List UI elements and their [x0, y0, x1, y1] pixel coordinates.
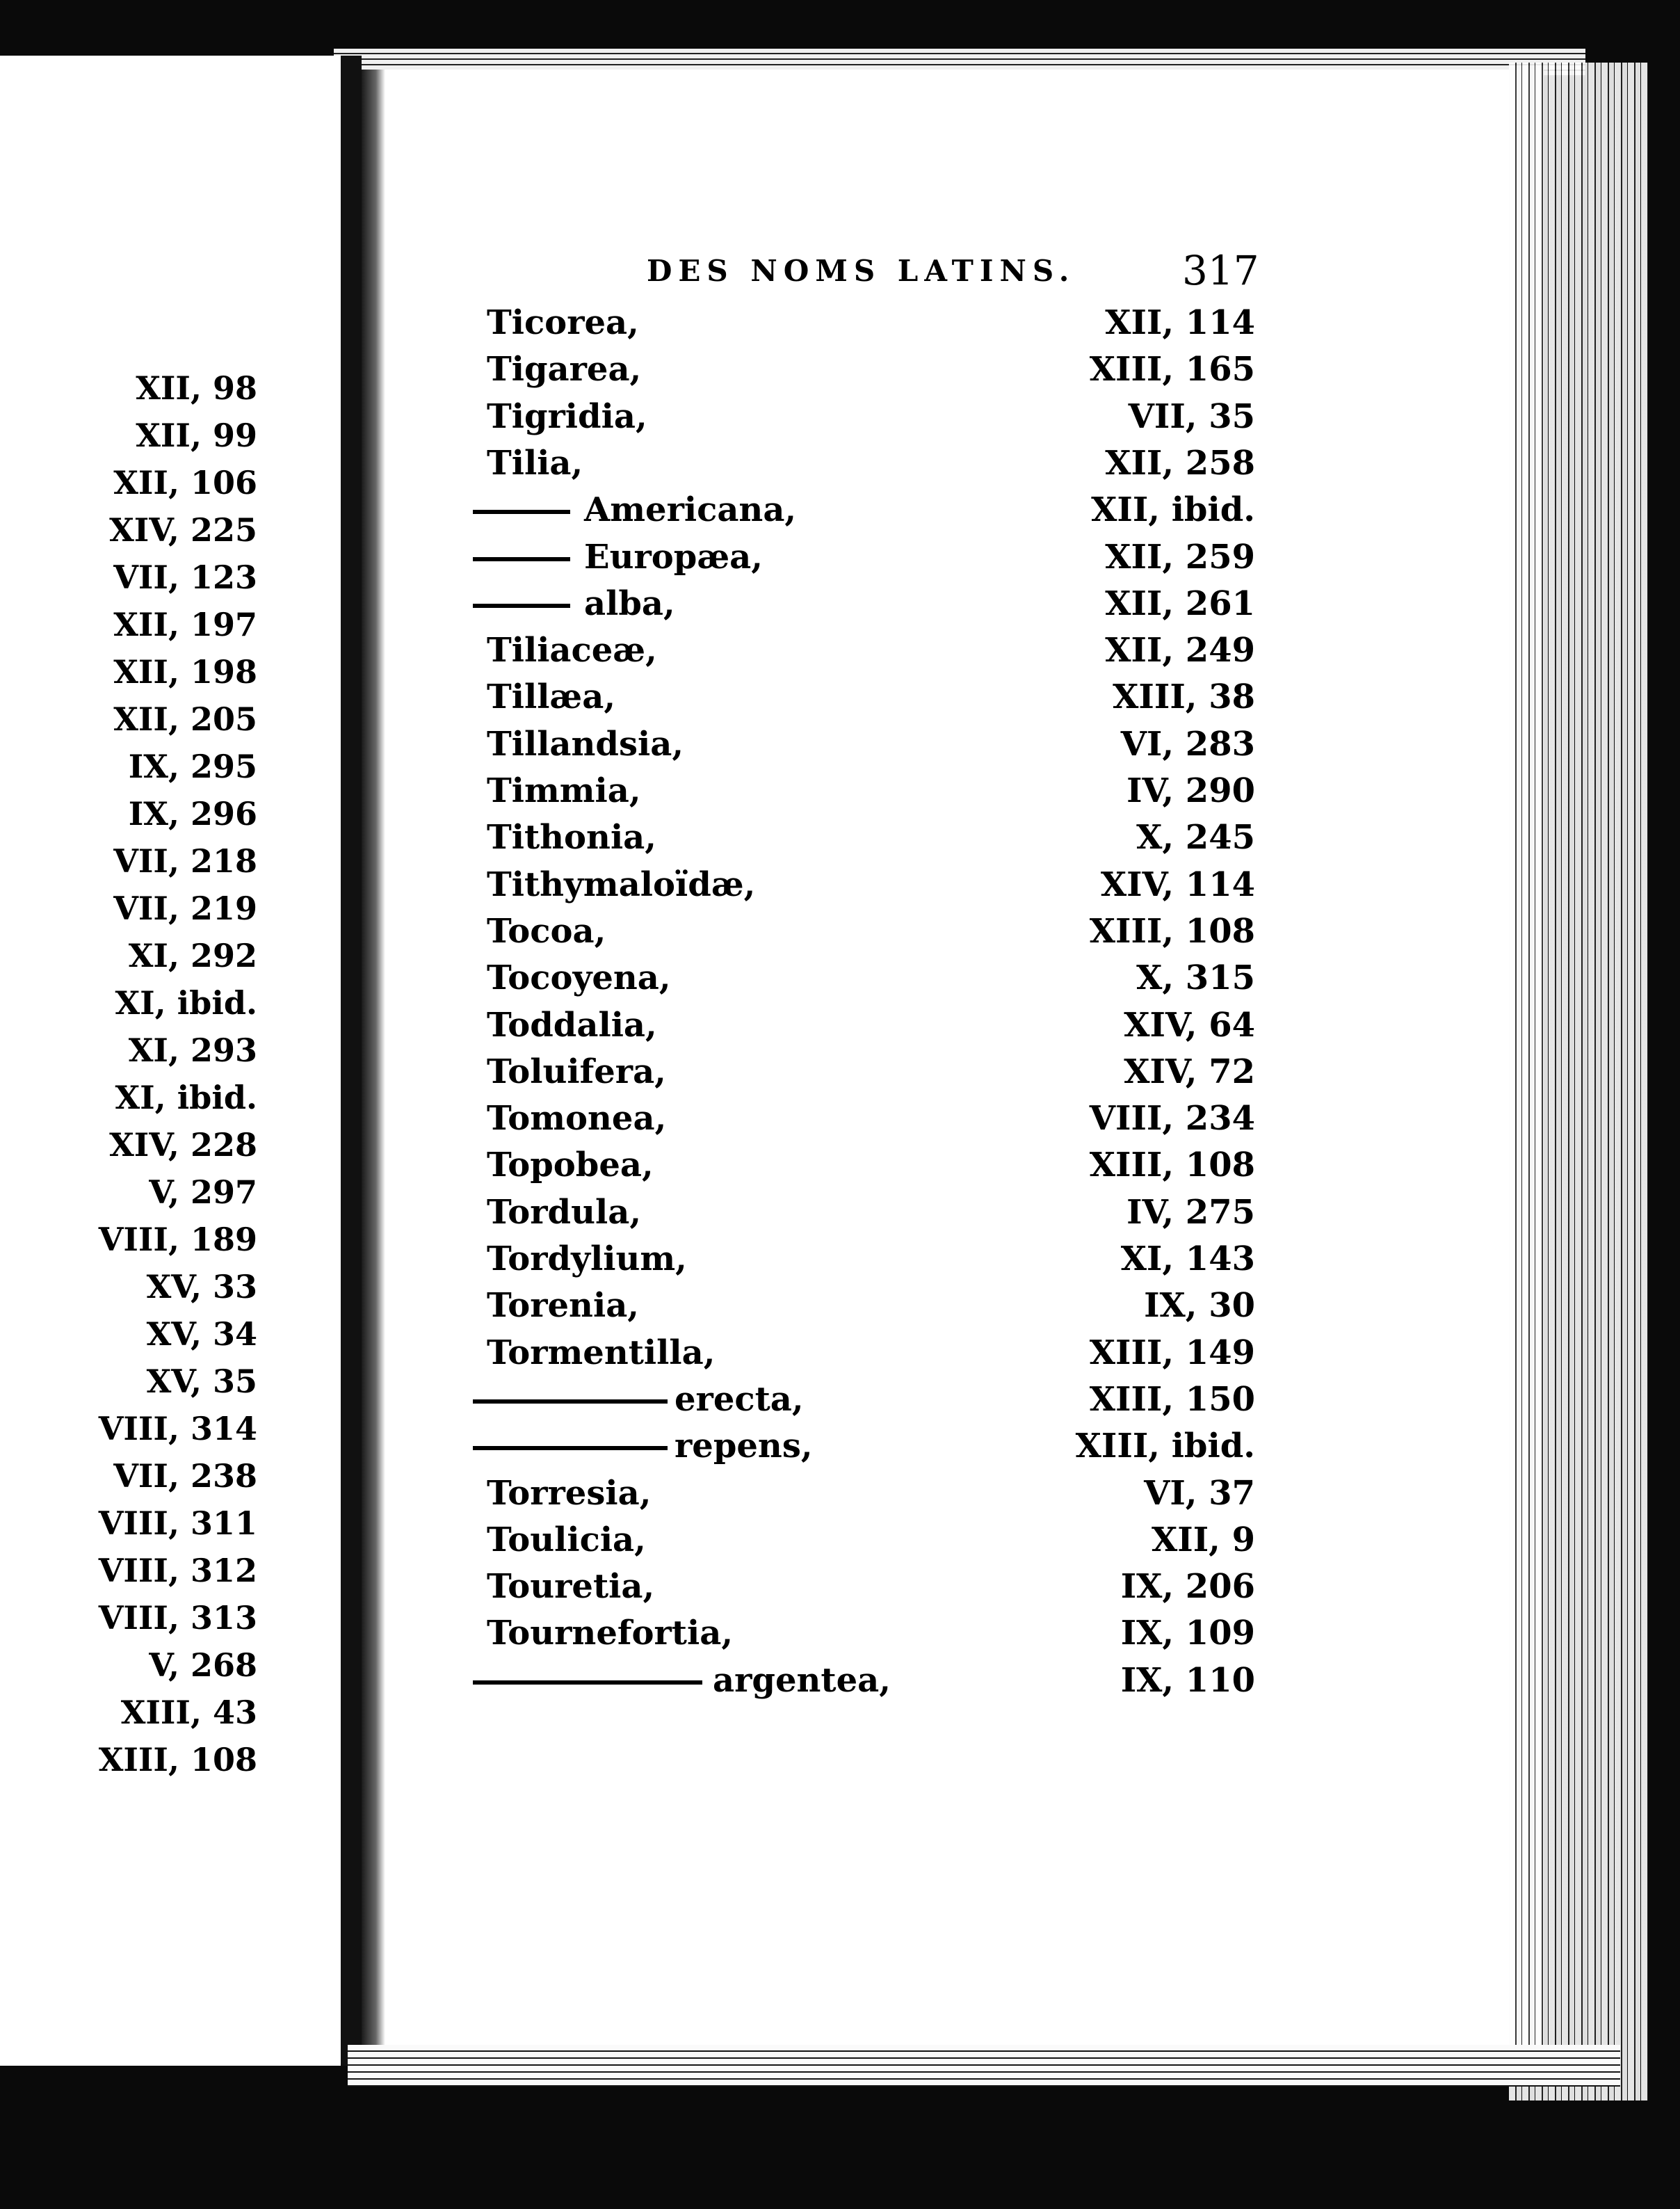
- index-entry-reference: XII, 114: [1105, 303, 1255, 342]
- left-page-reference: IX, 296: [128, 795, 257, 833]
- left-page-reference: XI, ibid.: [115, 984, 257, 1022]
- index-entry-name: Tordula,: [487, 1193, 642, 1232]
- index-entry-name: Topobea,: [487, 1146, 654, 1184]
- left-page-reference: VIII, 314: [98, 1410, 257, 1447]
- index-entry-reference: IX, 110: [1120, 1661, 1255, 1700]
- index-entry-reference: XIV, 64: [1124, 1006, 1255, 1045]
- repeat-dash: [473, 1680, 702, 1685]
- index-entry-reference: XIII, 149: [1089, 1333, 1255, 1372]
- index-entry-name: Americana,: [584, 490, 797, 529]
- left-page-reference: XIII, 43: [120, 1694, 257, 1731]
- index-entry-name: alba,: [584, 584, 675, 623]
- left-page-reference: XV, 33: [146, 1268, 257, 1306]
- bottom-page-edges: [348, 2045, 1620, 2087]
- index-entry-reference: XIII, 108: [1089, 1146, 1255, 1184]
- index-entry-name: Europæa,: [584, 538, 763, 577]
- left-page-reference: VIII, 313: [98, 1599, 257, 1637]
- repeat-dash: [473, 1446, 668, 1450]
- left-page-reference: VII, 219: [113, 890, 257, 927]
- index-entry-name: argentea,: [713, 1661, 891, 1700]
- repeat-dash: [473, 557, 570, 561]
- left-page-reference: VIII, 312: [98, 1552, 257, 1589]
- repeat-dash: [473, 604, 570, 608]
- index-entry-name: Tiliaceæ,: [487, 631, 657, 670]
- index-entry-name: Tournefortia,: [487, 1614, 734, 1653]
- index-entry-reference: XIII, 108: [1089, 912, 1255, 951]
- left-page-reference: XV, 34: [146, 1315, 257, 1353]
- left-page-reference: VII, 218: [113, 842, 257, 880]
- left-page-reference: IX, 295: [128, 748, 257, 785]
- index-entry-reference: X, 245: [1136, 818, 1255, 857]
- left-page-reference: VIII, 311: [98, 1504, 257, 1542]
- running-head: DES NOMS LATINS.: [647, 254, 1076, 288]
- index-entry-name: Tocoa,: [487, 912, 606, 951]
- left-page-reference: XII, 198: [113, 653, 257, 691]
- index-entry-reference: XII, 9: [1152, 1520, 1255, 1559]
- index-entry-reference: XII, 249: [1105, 631, 1255, 670]
- index-entry-reference: VI, 37: [1144, 1474, 1255, 1513]
- index-entry-name: Toulicia,: [487, 1520, 646, 1559]
- left-page-reference: XI, 293: [128, 1031, 257, 1069]
- index-entry-reference: XIII, 165: [1089, 350, 1255, 389]
- index-entry-reference: XIV, 114: [1100, 865, 1255, 904]
- index-entry-name: Timmia,: [487, 771, 641, 810]
- left-page-reference: V, 268: [149, 1646, 257, 1684]
- index-entry-name: Torenia,: [487, 1286, 639, 1325]
- left-page-reference: XI, 292: [128, 937, 257, 974]
- index-entry-name: Tordylium,: [487, 1239, 687, 1278]
- index-entry-reference: X, 315: [1136, 958, 1255, 997]
- index-entry-name: Touretia,: [487, 1567, 655, 1606]
- index-entry-reference: XIV, 72: [1124, 1052, 1255, 1091]
- index-entry-name: Torresia,: [487, 1474, 652, 1513]
- index-entry-reference: IV, 275: [1126, 1193, 1255, 1232]
- fore-edge-pages: [1509, 63, 1648, 2100]
- left-page-reference: XII, 205: [113, 700, 257, 738]
- index-entry-reference: IV, 290: [1126, 771, 1255, 810]
- left-page-reference: XII, 197: [113, 606, 257, 643]
- page-number: 317: [1182, 247, 1259, 294]
- index-entry-name: Tigarea,: [487, 350, 642, 389]
- left-page-reference: VII, 238: [113, 1457, 257, 1495]
- left-page-reference: VIII, 189: [98, 1221, 257, 1258]
- repeat-dash: [473, 1399, 668, 1404]
- index-entry-reference: XII, ibid.: [1091, 490, 1255, 529]
- left-page-reference: XV, 35: [146, 1363, 257, 1400]
- index-entry-reference: XII, 258: [1105, 444, 1255, 483]
- index-entry-reference: IX, 30: [1144, 1286, 1255, 1325]
- index-entry-reference: XII, 261: [1105, 584, 1255, 623]
- left-page-reference: VII, 123: [113, 559, 257, 596]
- index-entry-name: erecta,: [675, 1380, 804, 1419]
- left-page-reference: XI, ibid.: [115, 1079, 257, 1116]
- index-entry-reference: IX, 206: [1120, 1567, 1255, 1606]
- repeat-dash: [473, 510, 570, 514]
- index-entry-name: Toluifera,: [487, 1052, 666, 1091]
- index-entry-name: Tillandsia,: [487, 725, 684, 764]
- index-entry-reference: VIII, 234: [1089, 1099, 1255, 1138]
- book-gutter: [341, 56, 362, 2066]
- index-entry-reference: VI, 283: [1120, 725, 1255, 764]
- index-entry-name: repens,: [675, 1427, 813, 1465]
- index-entry-name: Tilia,: [487, 444, 583, 483]
- left-page-reference: XIV, 228: [109, 1126, 257, 1164]
- index-entry-name: Tomonea,: [487, 1099, 667, 1138]
- left-page-reference: XIII, 108: [98, 1741, 257, 1778]
- index-entry-reference: XIII, 38: [1113, 677, 1255, 716]
- index-entry-name: Tithonia,: [487, 818, 656, 857]
- gutter-shadow: [362, 70, 385, 2045]
- index-entry-reference: XI, 143: [1120, 1239, 1255, 1278]
- index-entry-name: Toddalia,: [487, 1006, 657, 1045]
- index-entry-name: Tithymaloïdæ,: [487, 865, 756, 904]
- index-entry-name: Ticorea,: [487, 303, 639, 342]
- left-page-reference: XIV, 225: [109, 511, 257, 549]
- index-entry-name: Tillæa,: [487, 677, 616, 716]
- index-entry-reference: IX, 109: [1120, 1614, 1255, 1653]
- index-entry-reference: XIII, ibid.: [1075, 1427, 1255, 1465]
- index-entry-name: Tigridia,: [487, 397, 647, 436]
- index-entry-name: Tocoyena,: [487, 958, 671, 997]
- left-page-reference: XII, 106: [113, 464, 257, 501]
- left-page-reference: V, 297: [149, 1173, 257, 1211]
- left-page-reference: XII, 98: [136, 369, 257, 407]
- index-entry-reference: XIII, 150: [1089, 1380, 1255, 1419]
- index-entry-name: Tormentilla,: [487, 1333, 716, 1372]
- index-entry-reference: XII, 259: [1105, 538, 1255, 577]
- left-page-reference: XII, 99: [136, 417, 257, 454]
- index-entry-reference: VII, 35: [1128, 397, 1255, 436]
